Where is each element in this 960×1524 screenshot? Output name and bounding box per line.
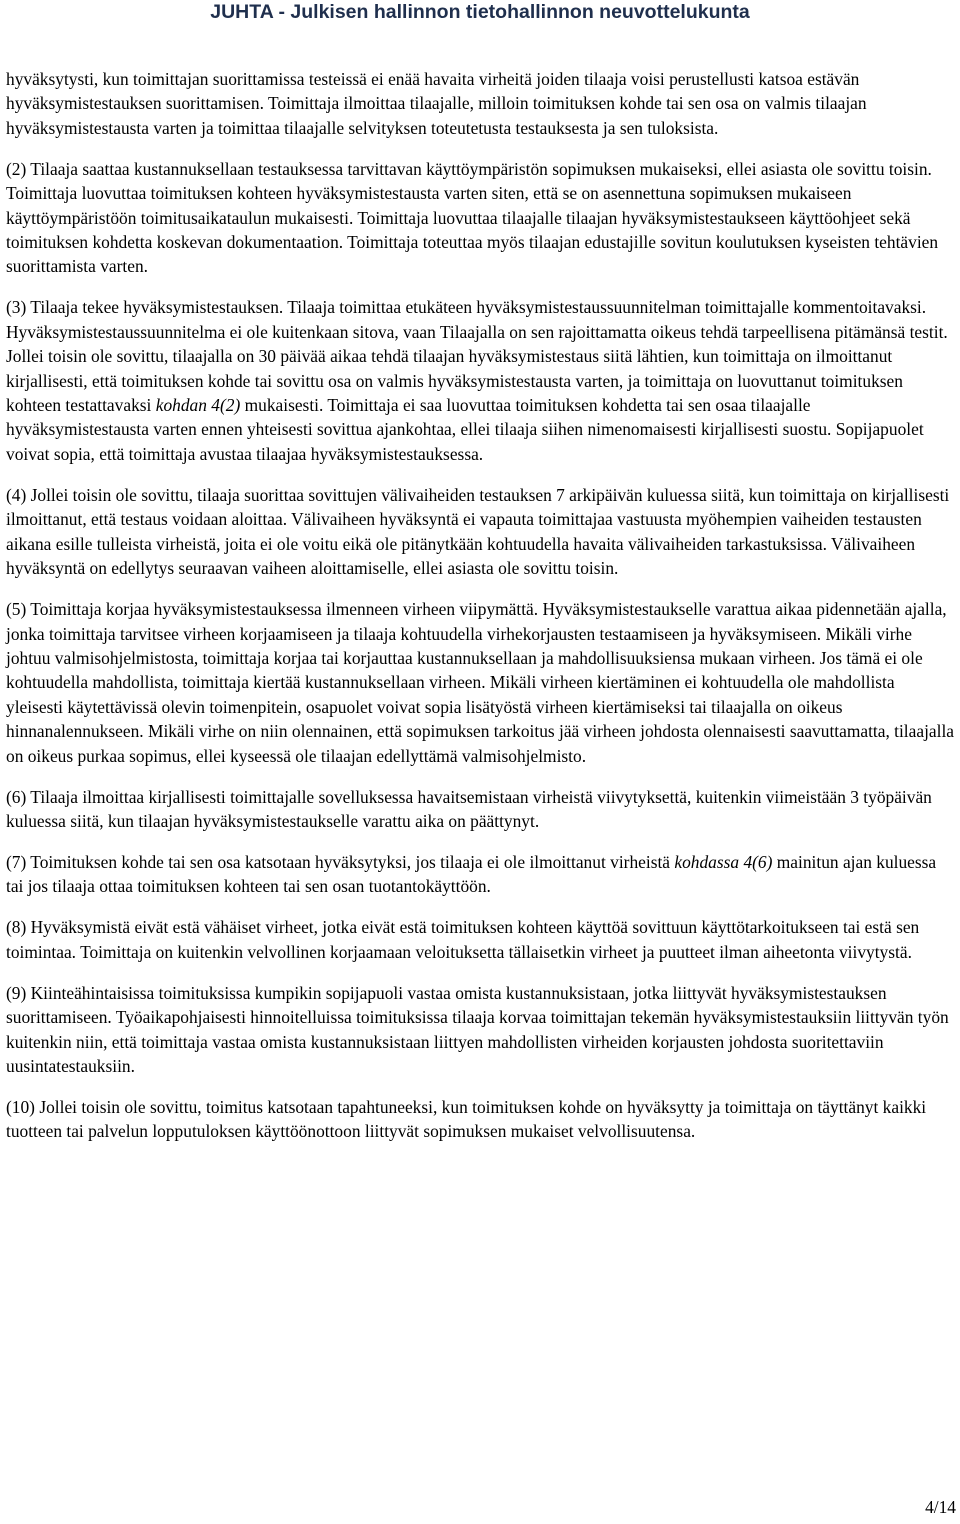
paragraph-9 bbox=[6, 981, 954, 1079]
paragraph-text: (7) Toimituksen kohde tai sen osa katsotaan hyväksytyksi, jos tilaaja ei ole ilmoittanut virheistä bbox=[6, 851, 675, 872]
paragraph-7 bbox=[6, 850, 954, 899]
paragraph-1 bbox=[6, 67, 954, 140]
paragraph-text: (5) Toimittaja korjaa hyväksymistestauksessa ilmenneen virheen viipymättä. Hyväksymistestaukselle varattua aikaa pidennetään ajalla, jonka toimittaja tarvitsee virheen korjaamiseen ja tilaaja kohtuudella virhekorjausten testaamiseen ja hyväksymiseen. Mikäli virhe johtuu valmisohjelmistosta, toimittaja korjaa tai korjauttaa kustannuksellaan ja mahdollisuuksiensa mukaan virheen. Jos tämä ei ole kohtuudella mahdollista, toimittaja kiertää kustannuksellaan virheen. Mikäli virheen kiertäminen ei kohtuudella ole mahdollista yleisesti käytettävissä olevin toimenpitein, osapuolet voivat sopia lisätyöstä virheen kiertämiseksi tai tilaajalla on oikeus hinnanalennukseen. Mikäli virhe on niin olennainen, että sopimuksen tarkoitus jää virheen johdosta olennaisesti saavuttamatta, tilaajalla on oikeus purkaa sopimus, ellei kyseessä ole tilaajan edellyttämä valmisohjelmisto. bbox=[6, 599, 955, 766]
paragraph-text: hyväksytysti, kun toimittajan suorittamissa testeissä ei enää havaita virheitä joiden tilaaja voisi perustellusti katsoa estävän hyväksymistestauksen suorittamisen. Toimittaja ilmoittaa tilaajalle, milloin toimituksen kohde tai sen osa on valmis tilaajan hyväksymistestausta varten ja toimittaa tilaajalle selvityksen toteutetusta testauksesta ja sen tuloksista. bbox=[6, 69, 867, 138]
document-body bbox=[6, 67, 954, 1160]
section-reference: kohdassa 4(6) bbox=[674, 851, 773, 872]
paragraph-text: (3) Tilaaja tekee hyväksymistestauksen. Tilaaja toimittaa etukäteen hyväksymistestaussuunnitelman toimittajalle kommentoitavaksi. Hyväksymistestaussuunnitelma ei ole kuitenkaan sitova, vaan Tilaajalla on sen rajoittamatta oikeus tehdä tarpeellisena pitämänsä testit. Jollei toisin ole sovittu, tilaajalla on 30 päivää aikaa tehdä tilaajan hyväksymistestaus siitä lähtien, kun toimittaja on ilmoittanut kirjallisesti, että toimituksen kohde tai sovittu osa on valmis hyväksymistestausta varten, ja toimittaja on luovuttanut toimituksen kohteen testattavaksi bbox=[6, 297, 948, 416]
paragraph-text: (6) Tilaaja ilmoittaa kirjallisesti toimittajalle sovelluksessa havaitsemistaan virheistä viivytyksettä, kuitenkin viimeistään 3 työpäivän kuluessa siitä, kun tilaajan hyväksymistestaukselle varattu aika on päättynyt. bbox=[6, 786, 932, 831]
section-reference: kohdan 4(2) bbox=[155, 395, 241, 416]
document-header bbox=[0, 0, 960, 26]
paragraph-2 bbox=[6, 157, 954, 279]
paragraph-5 bbox=[6, 597, 954, 768]
paragraph-text: (8) Hyväksymistä eivät estä vähäiset virheet, jotka eivät estä toimituksen kohteen käyttöä sovittuun käyttötarkoitukseen tai estä sen toimintaa. Toimittaja on kuitenkin velvollinen korjaamaan veloituksetta tällaisetkin virheet ja puutteet ilman aiheetonta viivytystä. bbox=[6, 917, 920, 962]
paragraph-6 bbox=[6, 785, 954, 834]
page-number: 4/14 bbox=[925, 1497, 956, 1517]
paragraph-text: mainitun ajan kuluessa tai jos tilaaja ottaa toimituksen kohteen tai sen osan tuotantokäyttöön. bbox=[6, 851, 937, 897]
paragraph-10 bbox=[6, 1095, 954, 1144]
header-title: JUHTA - Julkisen hallinnon tietohallinnon neuvottelukunta bbox=[210, 1, 750, 23]
paragraph-text: (4) Jollei toisin ole sovittu, tilaaja suorittaa sovittujen välivaiheiden testauksen 7 arkipäivän kuluessa siitä, kun toimittaja on kirjallisesti ilmoittanut, että testaus voidaan aloittaa. Välivaiheen hyväksyntä ei vapauta toimittajaa vastuusta myöhempien vaiheiden testausten aikana esille tulleista virheistä, joita ei ole voitu eikä ole pitänytkään kohtuudella havaita välivaiheiden tarkastuksissa. Välivaiheen hyväksyntä on edellytys seuraavan vaiheen aloittamiselle, ellei asiasta ole sovittu toisin. bbox=[6, 484, 950, 579]
paragraph-text: (2) Tilaaja saattaa kustannuksellaan testauksessa tarvittavan käyttöympäristön sopimuksen mukaiseksi, ellei asiasta ole sovittu toisin. Toimittaja luovuttaa toimituksen kohteen hyväksymistestausta varten siten, että se on asennettuna sopimuksen mukaiseen käyttöympäristöön toimitusaikataulun mukaisesti. Toimittaja luovuttaa tilaajalle tilaajan hyväksymistestaukseen käyttöohjeet sekä toimituksen kohdetta koskevan dokumentaation. Toimittaja toteuttaa myös tilaajan edustajille sovitun koulutuksen kyseisten tehtävien suorittamista varten. bbox=[6, 158, 939, 277]
paragraph-3 bbox=[6, 295, 954, 466]
paragraph-text: mukaisesti. Toimittaja ei saa luovuttaa toimituksen kohdetta tai sen osaa tilaajalle hyväksymistestausta varten ennen yhteisesti sovittua ajankohtaa, ellei tilaaja siihen nimenomaisesti kirjallisesti suostu. Sopijapuolet voivat sopia, että toimittaja avustaa tilaajaa hyväksymistestauksessa. bbox=[6, 395, 924, 464]
paragraph-text: (10) Jollei toisin ole sovittu, toimitus katsotaan tapahtuneeksi, kun toimituksen kohde on hyväksytty ja toimittaja on täyttänyt kaikki tuotteen tai palvelun lopputuloksen käyttöönottoon liittyvät sopimuksen mukaiset velvollisuutensa. bbox=[6, 1096, 927, 1142]
paragraph-text: (9) Kiinteähintaisissa toimituksissa kumpikin sopijapuoli vastaa omista kustannuksistaan, jotka liittyvät hyväksymistestauksen suorittamiseen. Työaikapohjaisesti hinnoitelluissa toimituksissa tilaaja korvaa toimittajan tekemän hyväksymistestauksiin liittyvän työn kuitenkin niin, että toimittaja vastaa omista kustannuksistaan liittyen mahdollisten virheiden korjausten johdosta suoritettaviin uusintatestauksiin. bbox=[6, 982, 949, 1076]
paragraph-4 bbox=[6, 483, 954, 581]
paragraph-8 bbox=[6, 915, 954, 964]
